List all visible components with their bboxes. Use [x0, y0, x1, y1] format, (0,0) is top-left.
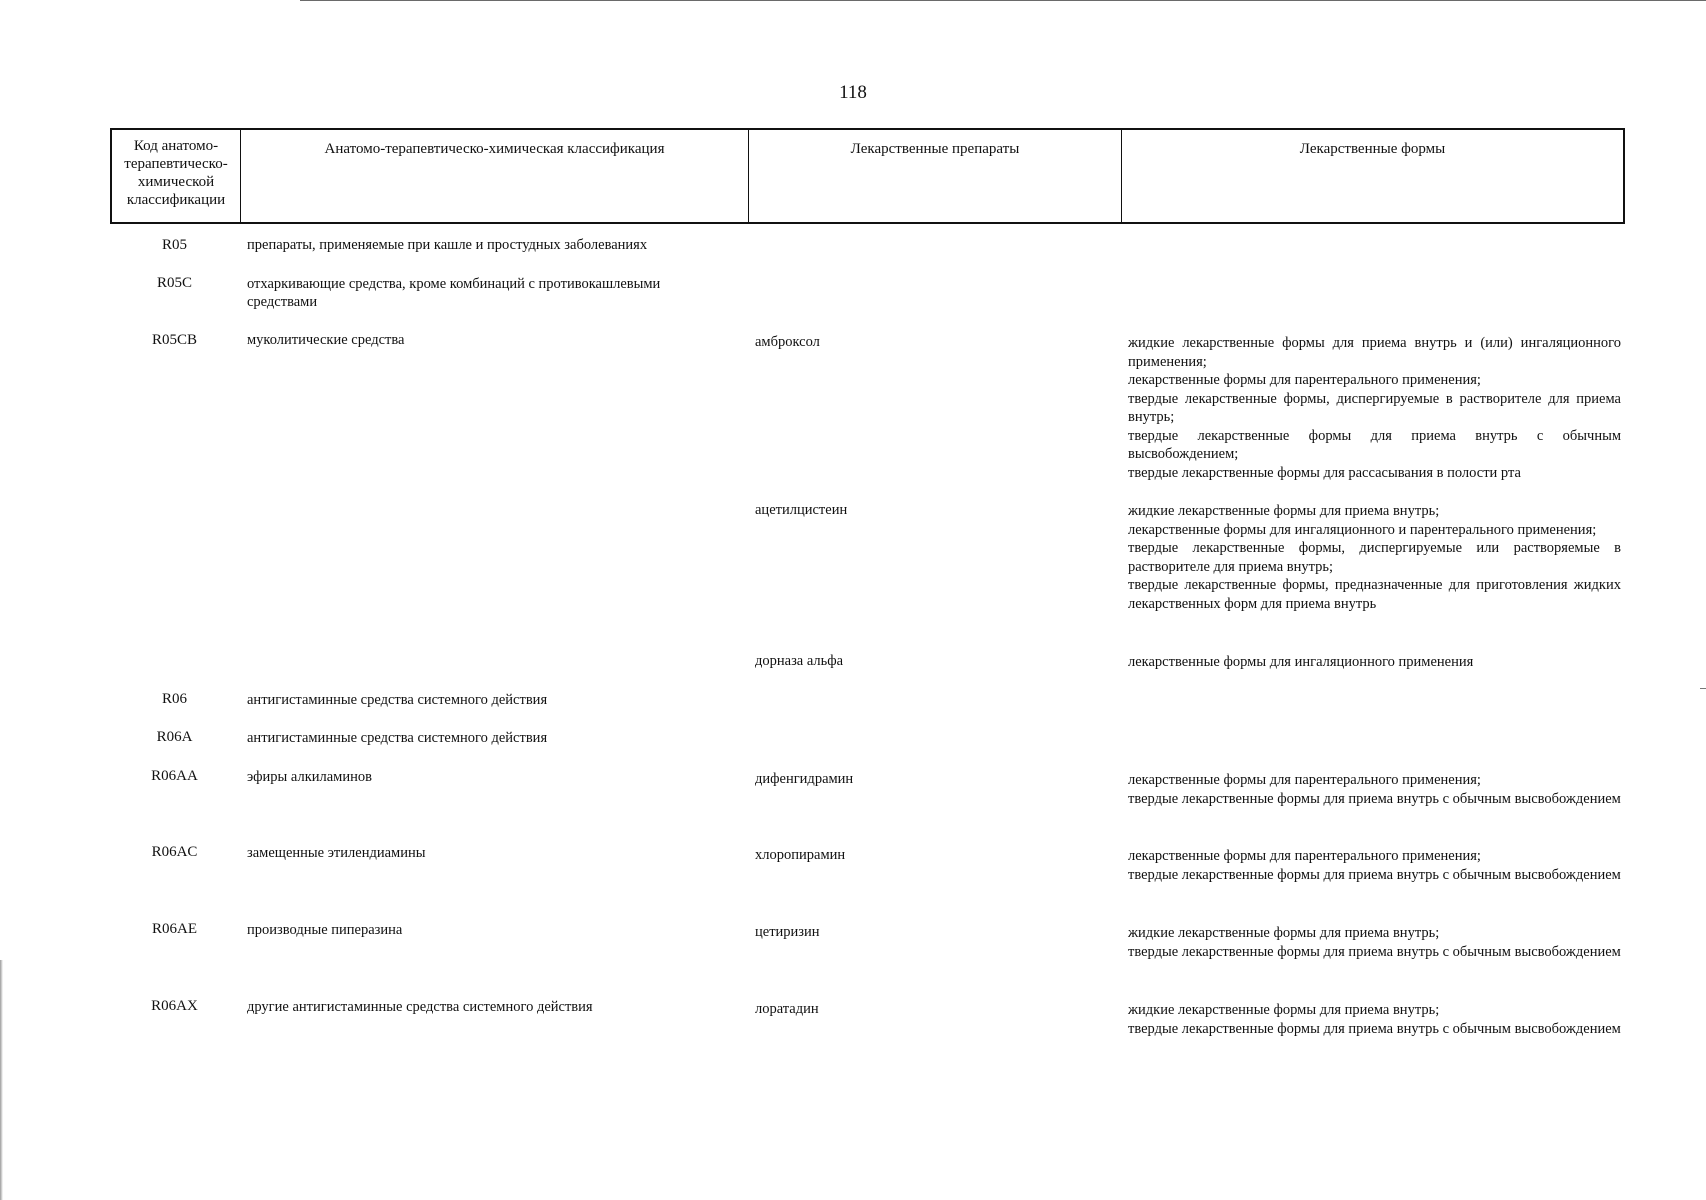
form-item: твердые лекарственные формы, предназначенные для приготовления жидких лекарственных форм для приема внутрь	[1128, 577, 1621, 612]
form-item: твердые лекарственные формы, диспергируемые или растворяемые в растворителе для приема внутрь;	[1128, 540, 1621, 575]
form-item: твердые лекарственные формы, диспергируемые в растворителе для приема внутрь;	[1128, 390, 1621, 425]
row-classification: антигистаминные средства системного действия	[247, 692, 548, 708]
row-classification: препараты, применяемые при кашле и простудных заболеваниях	[247, 237, 648, 253]
row-forms	[1128, 924, 1621, 961]
row-code: R06AE	[152, 921, 197, 937]
table-header	[110, 128, 1625, 224]
row-code: R05C	[156, 275, 192, 291]
row-drug: цетиризин	[755, 924, 820, 940]
form-item: твердые лекарственные формы для рассасывания в полости рта	[1128, 464, 1521, 481]
row-forms	[1128, 771, 1621, 808]
row-forms	[1128, 653, 1621, 672]
form-item: лекарственные формы для ингаляционного и парентерального применения;	[1128, 521, 1597, 538]
row-drug: хлоропирамин	[755, 847, 846, 863]
row-code: R06AA	[151, 768, 198, 784]
form-item: лекарственные формы для ингаляционного применения	[1128, 654, 1474, 670]
row-forms	[1128, 847, 1621, 884]
form-item: лекарственные формы для парентерального применения;	[1128, 772, 1481, 788]
row-classification: отхаркивающие средства, кроме комбинаций с противокашлевыми средствами	[247, 276, 661, 310]
header-classification: Анатомо-терапевтическо-химическая классификация	[241, 130, 749, 222]
form-item: твердые лекарственные формы для приема внутрь с обычным высвобождением	[1128, 790, 1621, 807]
row-code: R05	[161, 237, 187, 253]
row-classification: замещенные этилендиамины	[247, 845, 426, 861]
row-drug: лоратадин	[755, 1001, 819, 1017]
scan-edge-shadow	[0, 960, 3, 1200]
row-forms	[1128, 1001, 1621, 1038]
row-drug: амброксол	[755, 334, 820, 350]
form-item: твердые лекарственные формы для приема внутрь с обычным высвобождением;	[1128, 427, 1621, 462]
row-drug: дифенгидрамин	[755, 771, 854, 787]
form-item: жидкие лекарственные формы для приема внутрь;	[1128, 503, 1440, 519]
scan-edge-line	[300, 0, 1706, 1]
form-item: твердые лекарственные формы для приема внутрь с обычным высвобождением	[1128, 866, 1621, 883]
row-code: R06AC	[151, 844, 198, 860]
row-code: R05CB	[151, 332, 197, 348]
row-forms	[1128, 502, 1621, 613]
row-classification: другие антигистаминные средства системного действия	[247, 999, 593, 1015]
row-classification: антигистаминные средства системного действия	[247, 730, 548, 746]
row-code: R06AX	[151, 998, 198, 1014]
header-code: Код анатомо-терапевтическо-химической классификации	[112, 130, 241, 222]
form-item: лекарственные формы для парентерального применения;	[1128, 848, 1481, 864]
row-classification: муколитические средства	[247, 332, 405, 348]
scan-edge-mark	[1700, 688, 1706, 689]
header-drugs: Лекарственные препараты	[749, 130, 1122, 222]
form-item: твердые лекарственные формы для приема внутрь с обычным высвобождением	[1128, 1020, 1621, 1037]
form-item: жидкие лекарственные формы для приема внутрь;	[1128, 925, 1440, 941]
row-forms	[1128, 334, 1621, 482]
row-code: R06	[161, 691, 187, 707]
row-classification: производные пиперазина	[247, 922, 403, 938]
header-forms: Лекарственные формы	[1299, 141, 1446, 157]
form-item: твердые лекарственные формы для приема внутрь с обычным высвобождением	[1128, 943, 1621, 960]
row-drug: дорназа альфа	[755, 653, 844, 669]
row-drug: ацетилцистеин	[755, 502, 848, 518]
form-item: жидкие лекарственные формы для приема внутрь;	[1128, 1002, 1440, 1018]
form-item: лекарственные формы для парентерального применения;	[1128, 372, 1481, 388]
page-number: 118	[839, 82, 867, 103]
form-item: жидкие лекарственные формы для приема внутрь и (или) ингаляционного применения;	[1128, 335, 1621, 370]
row-code: R06A	[156, 729, 193, 745]
row-classification: эфиры алкиламинов	[247, 769, 372, 785]
